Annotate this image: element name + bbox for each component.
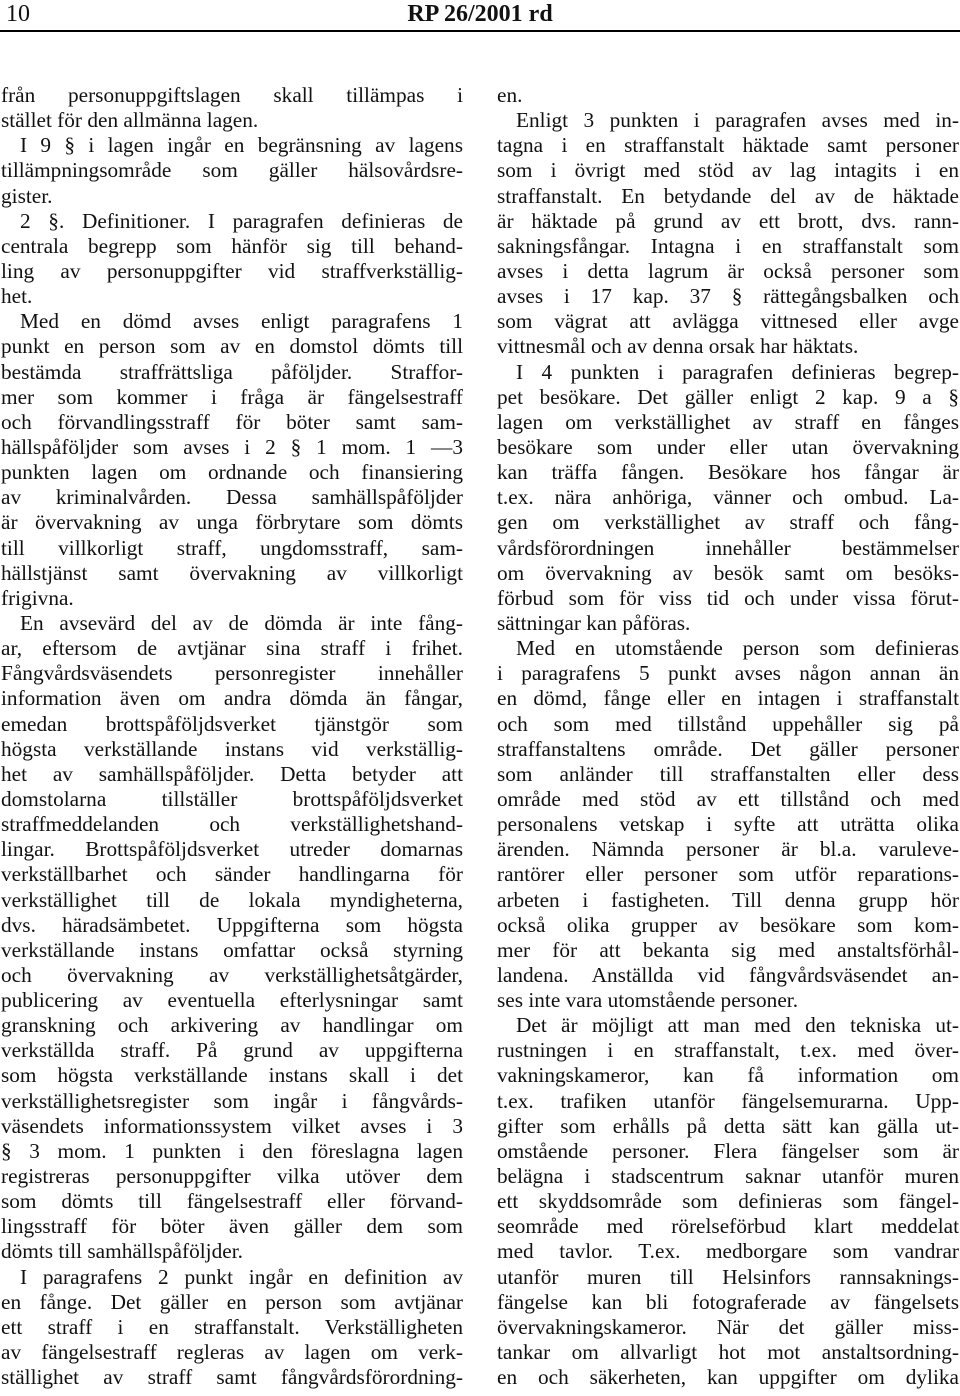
text-line: Fångvårdsväsendets personregister innehåller	[1, 661, 463, 686]
text-line: rantörer eller personer som utför reparations-	[497, 862, 959, 887]
page-header	[0, 0, 960, 30]
text-line: mer som kommer i fråga är fängelsestraff	[1, 384, 463, 409]
text-line: en och säkerheten, kan uppgifter om dylika	[497, 1365, 959, 1390]
text-line: väsendets informationssystem vilket avses i 3	[1, 1113, 463, 1138]
text-line: dömts till samhällspåföljder.	[1, 1239, 243, 1264]
text-line: som högsta verkställande instans skall i det	[1, 1063, 463, 1088]
text-line: fängelse kan bli fotograferade av fängelsets	[497, 1289, 959, 1314]
text-line: personalens vetskap i syfte att uträtta olika	[497, 812, 959, 837]
text-line: en.	[497, 83, 523, 107]
text-line: dvs. häradsämbetet. Uppgifterna som högsta	[1, 912, 463, 937]
text-line: ling av personuppgifter vid straffverkställig-	[1, 258, 463, 283]
page-number: 10	[6, 1, 30, 27]
text-line: som vägrat att avlägga vittnesed eller avge	[497, 309, 959, 334]
text-line: sakningsfångar. Intagna i en straffanstalt som	[497, 233, 959, 258]
text-line: punkt en person som av en domstol dömts till	[1, 334, 463, 359]
text-line: är övervakning av unga förbrytare som dömts	[1, 510, 463, 535]
text-line: till villkorligt straff, ungdomsstraff, sam-	[1, 535, 463, 560]
text-line: landena. Anställda vid fångvårdsväsendet an-	[497, 962, 959, 987]
text-line: vakningskameror, kan få information om	[497, 1063, 959, 1088]
text-line: hällstjänst samt övervakning av villkorligt	[1, 560, 463, 585]
text-line: verkställighet till de lokala myndigheterna,	[1, 887, 463, 912]
text-line: högsta verkställande instans vid verkställig-	[1, 736, 463, 761]
text-line: bestämda straffrättsliga påföljder. Straffor-	[1, 359, 463, 384]
text-line: belägna i stadscentrum saknar utanför muren	[497, 1164, 959, 1189]
text-line: och övervakning av verkställighetsåtgärder,	[1, 962, 463, 987]
header-rule	[0, 30, 960, 32]
text-line: seområde med rörelseförbud klart meddelat	[497, 1214, 959, 1239]
text-line: granskning och arkivering av handlingar om	[1, 1013, 463, 1038]
text-line: i paragrafens 5 punkt avses någon annan än	[497, 661, 959, 686]
text-line: och förvandlingsstraff för böter samt sam-	[1, 409, 463, 434]
text-line: ses inte vara utomstående personer.	[497, 988, 799, 1013]
text-line: om övervakning av besök samt om besöks-	[497, 560, 959, 585]
text-line: tagna i en straffanstalt häktade samt personer	[497, 133, 959, 158]
text-line: pet besökare. Det gäller enligt 2 kap. 9 a §	[497, 384, 959, 409]
text-line: ärenden. Nämnda personer är bl.a. varuleve-	[497, 837, 959, 862]
text-line: straffanstalt. En betydande del av de häktade	[497, 183, 959, 208]
text-line: ett skyddsområde som definieras som fängel-	[497, 1189, 959, 1214]
text-line: arbeten i fastigheten. Till denna grupp hör	[497, 887, 959, 912]
text-line: het av samhällspåföljder. Detta betyder att	[1, 761, 463, 786]
left-text-column	[1, 83, 463, 1390]
text-line: en fånge. Det gäller en person som avtjänar	[1, 1289, 463, 1314]
text-line: verkställighetsregister som ingår i fångvårds-	[1, 1088, 463, 1113]
text-line: stället för den allmänna lagen.	[1, 108, 259, 133]
text-line: gister.	[1, 183, 53, 208]
text-line: avses i 17 kap. 37 § rättegångsbalken och	[497, 284, 959, 309]
text-line: lagen om verkställighet av straff en fånges	[497, 409, 959, 434]
text-line: avses i detta lagrum är också personer som	[497, 258, 959, 283]
text-line: vårdsförordningen innehåller bestämmelser	[497, 535, 959, 560]
text-line: tankar om allvarligt hot mot anstaltsordning-	[497, 1340, 959, 1365]
text-line: och som med tillstånd uppehåller sig på	[497, 711, 959, 736]
text-line: En avsevärd del av de dömda är inte fång-	[20, 610, 463, 635]
text-line: också olika grupper av besökare som kom-	[497, 912, 959, 937]
text-line: Enligt 3 punkten i paragrafen avses med in-	[516, 108, 959, 133]
text-line: I 4 punkten i paragrafen definieras begrep-	[516, 359, 959, 384]
text-line: som i övrigt med stöd av lag intagits i en	[497, 158, 959, 183]
text-line: omstående personer. Flera fängelser som är	[497, 1138, 959, 1163]
text-line: verkställande instans omfattar också styrning	[1, 937, 463, 962]
text-line: mer för att bekanta sig med anstaltsförhål-	[497, 937, 959, 962]
text-line: publicering av eventuella efterlysningar samt	[1, 988, 463, 1013]
text-line: lingar. Brottspåföljdsverket utreder domarnas	[1, 837, 463, 862]
text-line: 2 §. Definitioner. I paragrafen definieras de	[20, 208, 463, 233]
text-line: lingsstraff för böter även gäller dem som	[1, 1214, 463, 1239]
text-line: t.ex. trafiken utanför fängelsemurarna. Upp-	[497, 1088, 959, 1113]
text-line: med tavlor. T.ex. medborgare som vandrar	[497, 1239, 959, 1264]
text-line: emedan brottspåföljdsverket tjänstgör som	[1, 711, 463, 736]
text-line: av kriminalvården. Dessa samhällspåföljder	[1, 485, 463, 510]
text-line: sättningar kan påföras.	[497, 610, 691, 635]
text-line: en dömd, fånge eller en intagen i straffanstalt	[497, 686, 959, 711]
text-line: gifter som erhålls på detta sätt kan gälla ut-	[497, 1113, 959, 1138]
text-line: Med en dömd avses enligt paragrafens 1	[20, 309, 463, 334]
text-line: är häktade på grund av ett brott, dvs. rann-	[497, 208, 959, 233]
text-line: vittnesmål och av denna orsak har häktats.	[497, 334, 859, 359]
text-line: hällspåföljder som avses i 2 § 1 mom. 1 —3	[1, 434, 463, 459]
text-line: § 3 mom. 1 punkten i den föreslagna lagen	[1, 1138, 463, 1163]
text-line: utanför muren till Helsinfors rannsaknings-	[497, 1264, 959, 1289]
text-line: I 9 § i lagen ingår en begränsning av lagens	[20, 133, 463, 158]
text-line: Det är möjligt att man med den tekniska ut-	[516, 1013, 959, 1038]
text-line: från personuppgiftslagen skall tillämpas i	[1, 83, 463, 107]
text-line: område med stöd av ett tillstånd och med	[497, 786, 959, 811]
text-line: verkställbarhet och sänder handlingarna för	[1, 862, 463, 887]
text-line: centrala begrepp som hänför sig till behand-	[1, 233, 463, 258]
text-line: punkten lagen om ordnande och finansiering	[1, 460, 463, 485]
text-line: övervakningskameror. När det gäller miss-	[497, 1314, 959, 1339]
text-line: verkställda straff. På grund av uppgifterna	[1, 1038, 463, 1063]
text-line: domstolarna tillställer brottspåföljdsverket	[1, 786, 463, 811]
text-line: som dömts till fängelsestraff eller förvand-	[1, 1189, 463, 1214]
text-line: straffmeddelanden och verkställighetshand-	[1, 812, 463, 837]
text-line: registreras personuppgifter vilka utöver dem	[1, 1164, 463, 1189]
text-line: straffanstaltens område. Det gäller personer	[497, 736, 959, 761]
text-line: ar, eftersom de avtjänar sina straff i frihet.	[1, 636, 463, 661]
right-text-column	[497, 83, 959, 1390]
text-line: besökare som under eller utan övervakning	[497, 434, 959, 459]
text-line: ställighet av straff samt fångvårdsförordning-	[1, 1365, 463, 1390]
text-line: het.	[1, 284, 33, 309]
text-line: information även om andra dömda än fångar,	[1, 686, 463, 711]
text-line: ett straff i en straffanstalt. Verkställigheten	[1, 1314, 463, 1339]
text-line: tillämpningsområde som gäller hälsovårdsre-	[1, 158, 463, 183]
text-line: I paragrafens 2 punkt ingår en definition av	[20, 1264, 463, 1289]
text-line: rustningen i en straffanstalt, t.ex. med över-	[497, 1038, 959, 1063]
text-line: förbud som för viss tid och under vissa förut-	[497, 585, 959, 610]
document-reference: RP 26/2001 rd	[407, 1, 553, 27]
text-line: gen om verkställighet av straff och fång-	[497, 510, 959, 535]
text-line: frigivna.	[1, 585, 74, 610]
text-line: av fängelsestraff regleras av lagen om verk-	[1, 1340, 463, 1365]
text-line: kan träffa fången. Besökare hos fångar är	[497, 460, 959, 485]
text-line: som anländer till straffanstalten eller dess	[497, 761, 959, 786]
text-line: Med en utomstående person som definieras	[516, 636, 959, 661]
text-line: t.ex. nära anhöriga, vänner och ombud. La-	[497, 485, 959, 510]
